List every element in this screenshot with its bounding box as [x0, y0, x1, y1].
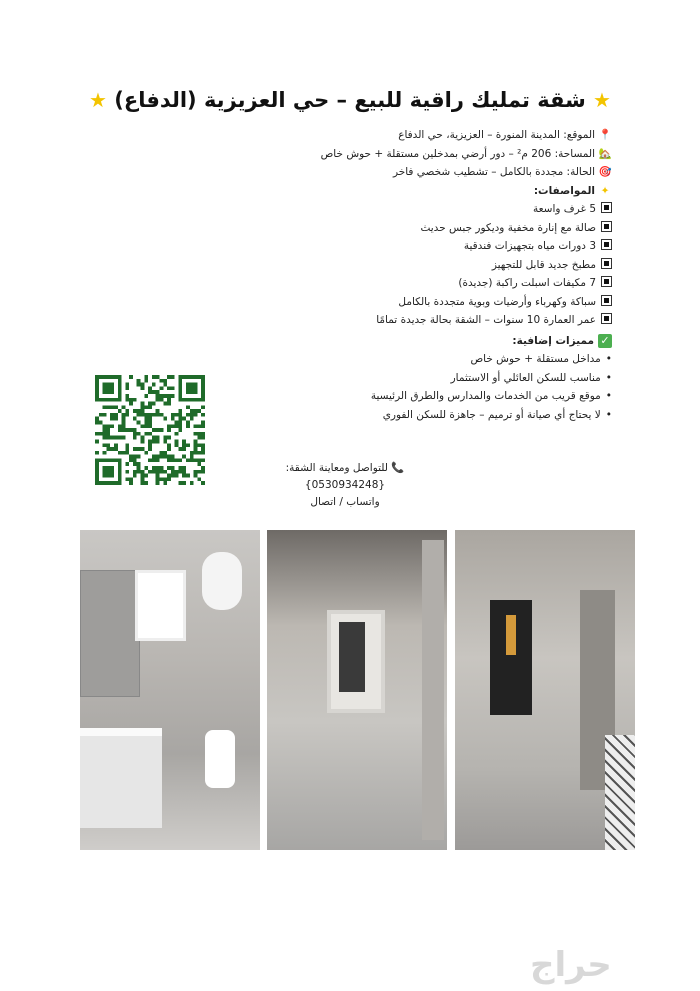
location-pin-icon: 📍 [598, 129, 612, 141]
square-bullet-icon [601, 295, 612, 306]
sparkles-icon: ✦ [600, 184, 610, 197]
square-bullet-icon [601, 202, 612, 213]
spec-item [321, 293, 612, 312]
star-icon: ★ [89, 88, 107, 112]
bullet-icon: • [605, 371, 612, 384]
spec-text: 3 دورات مياه بتجهيزات فندقية [463, 240, 596, 252]
extra-item [321, 369, 612, 388]
square-bullet-icon [601, 276, 612, 287]
qr-code[interactable] [95, 375, 205, 485]
square-bullet-icon [601, 239, 612, 250]
info-text: الحالة: مجددة بالكامل – تشطيب شخصي فاخر [392, 166, 595, 178]
contact-methods: واتساب / اتصال [310, 496, 380, 508]
spec-item [321, 200, 612, 219]
heading-text: المواصفات: [533, 184, 595, 197]
bathroom-photo [80, 530, 260, 850]
bullet-icon: • [605, 390, 612, 402]
extra-item [321, 350, 612, 369]
square-bullet-icon [601, 221, 612, 232]
spec-text: 5 غرف واسعة [532, 203, 596, 215]
extra-text: مناسب للسكن العائلي أو الاستثمار [450, 371, 601, 384]
bullet-icon: • [605, 408, 612, 421]
heading-text: مميزات إضافية: [512, 334, 594, 347]
info-text: المساحة: 206 م² – دور أرضي بمدخلين مستقلة + حوش خاص [320, 147, 595, 160]
info-area [321, 145, 612, 164]
info-section [321, 126, 612, 424]
haraj-watermark: حراج [530, 945, 612, 985]
extra-text: موقع قريب من الخدمات والمدارس والطرق الرئيسية [370, 390, 601, 402]
star-icon: ★ [593, 88, 611, 112]
info-location [321, 126, 612, 145]
bullet-icon: • [605, 353, 612, 365]
target-icon: 🎯 [598, 166, 612, 178]
checkmark-icon: ✓ [598, 334, 612, 348]
specs-heading [321, 182, 612, 201]
extras-heading [321, 332, 612, 351]
contact-section [270, 460, 420, 511]
phone-icon: 📞 [391, 462, 405, 474]
spec-text: صالة مع إنارة مخفية وديكور جبس حديث [420, 221, 596, 234]
spec-text: مطبخ جديد قابل للتجهيز [491, 258, 596, 271]
spec-item [321, 311, 612, 330]
extra-text: لا يحتاج أي صيانة أو ترميم – جاهزة للسكن الفوري [382, 408, 601, 421]
square-bullet-icon [601, 258, 612, 269]
hallway-photo [267, 530, 447, 850]
extra-text: مداخل مستقلة + حوش خاص [470, 353, 601, 365]
flyer-title [0, 88, 700, 112]
corridor-photo [455, 530, 635, 850]
spec-text: 7 مكيفات اسبلت راكبة (جديدة) [458, 277, 596, 289]
contact-label: للتواصل ومعاينة الشقة: [285, 462, 388, 474]
info-text: الموقع: المدينة المنورة – العزيزية، حي الدفاع [398, 129, 595, 141]
square-bullet-icon [601, 313, 612, 324]
spec-text: سباكة وكهرباء وأرضيات وبوية متجددة بالكامل [398, 295, 596, 308]
title-text: شقة تمليك راقية للبيع – حي العزيزية (الدفاع) [114, 88, 586, 112]
spec-text: عمر العمارة 10 سنوات – الشقة بحالة جديدة تمامًا [376, 314, 596, 326]
extra-item [321, 387, 612, 406]
contact-label-line [270, 460, 420, 477]
extra-item [321, 406, 612, 425]
house-icon: 🏡 [598, 147, 612, 160]
spec-item [321, 274, 612, 293]
spec-item [321, 237, 612, 256]
spec-item [321, 256, 612, 275]
spec-item [321, 219, 612, 238]
phone-number[interactable]: {0530934248} [304, 479, 386, 491]
info-status [321, 163, 612, 182]
